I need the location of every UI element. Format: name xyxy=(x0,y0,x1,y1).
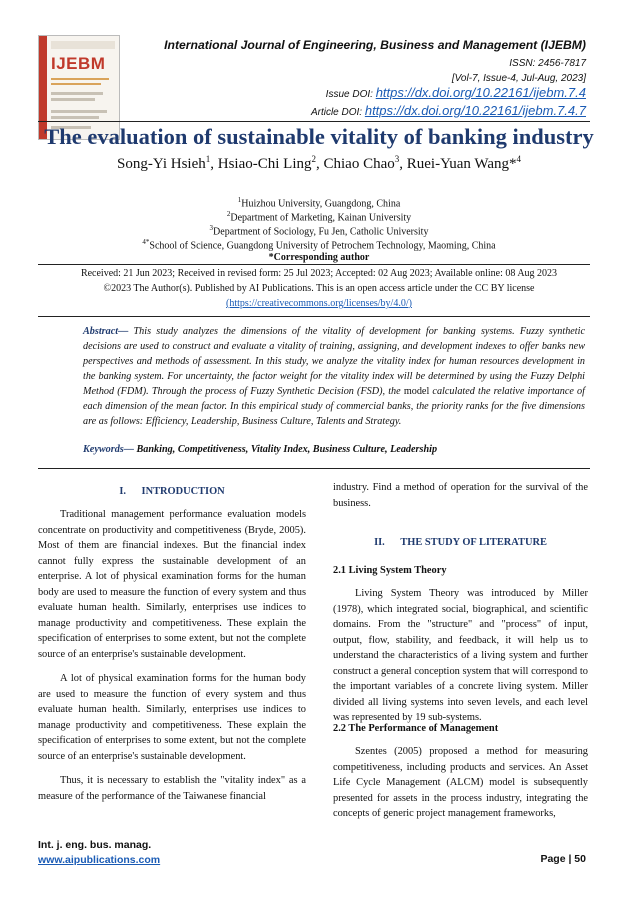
journal-abbreviation: Int. j. eng. bus. manag. xyxy=(38,839,152,851)
subsection-heading: 2.1 Living System Theory xyxy=(333,565,447,576)
keywords-label: Keywords— xyxy=(83,444,134,455)
page-number: Page | 50 xyxy=(540,853,586,865)
author-sup: 3 xyxy=(394,154,400,164)
footer-left xyxy=(38,838,160,868)
abstract: Abstract— This study analyzes the dimensions of the vitality of development for banking systems. Fuzzy synthetic decisions are used to construct and evaluate a vitality of training, assigning, and development indexes to offer banks new perspectives and methods of assessment. In this study, we analyze the vitality index for human resources development in the banking system. For uncertainty, the factor weight for the vitality index will be determined by using the Fuzzy Delphi Method (FDM). Through the process of Fuzzy Synthetic Decision (FSD), the model calculated the relative importance of each dimension of the mean factor. In this empirical study of commercial banks, the priority ranks for the five dimensions are as follows: Efficiency, Leadership, Business Culture, Talents and Strategy. xyxy=(83,326,585,427)
abstract-label: Abstract— xyxy=(83,326,129,337)
author-sup: 1 xyxy=(205,154,211,164)
issue-doi-link[interactable]: https://dx.doi.org/10.22161/ijebm.7.4 xyxy=(375,85,586,100)
affiliation: $^2$Department of Marketing, Kainan University xyxy=(226,210,412,224)
divider xyxy=(38,468,590,469)
author-list: Song-Yi Hsieh$^1$, Hsiao-Chi Ling$^2$, Chiao Chao$^3$, Ruei-Yuan Wang*$^4$ xyxy=(116,154,521,172)
article-doi xyxy=(311,103,586,120)
article-doi-link[interactable]: https://dx.doi.org/10.22161/ijebm.7.4.7 xyxy=(364,103,586,118)
paragraph: Thus, it is necessary to establish the "vitality index" as a measure of the performance of the Taiwanese financial xyxy=(38,775,306,802)
paragraph: Traditional management performance evaluation models concentrate on productivity and competitiveness (Bryde, 2005). Most of them are financial indexes. But the financial index cannot fully express the sustainable development of an enterprise. A lot of physical examination forms for the human body are used to measure the function of every system and thus evaluate human health. Similarly, enterprises use indices to manage productivity and competitiveness. These explain the specification of enterprises to some extent, but not the complete source of an enterprise's sustainable development. xyxy=(38,509,306,660)
author-name: Ruei-Yuan Wang* xyxy=(406,156,517,172)
section-heading-introduction: I. INTRODUCTION xyxy=(119,486,225,497)
author-sup: 4 xyxy=(516,154,521,164)
keywords xyxy=(83,444,585,455)
divider xyxy=(38,264,590,265)
journal-title: International Journal of Engineering, Business and Management (IJEBM) xyxy=(164,38,586,52)
right-column-top xyxy=(333,480,588,520)
paragraph: A lot of physical examination forms for the human body are used to measure the function of every system and thus evaluate human health. Similarly, enterprises use indices to manage productivity and competitiveness. These explain the specification of enterprises to some extent, but not the complete source of an enterprise's sustainable development. xyxy=(38,673,306,762)
divider xyxy=(38,316,590,317)
author-name: Song-Yi Hsieh xyxy=(116,156,206,172)
issue-doi-label: Issue DOI: xyxy=(325,89,376,100)
paper-title: The evaluation of sustainable vitality of banking industry xyxy=(44,124,594,149)
keywords-list: Banking, Competitiveness, Vitality Index, Business Culture, Leadership xyxy=(133,444,438,455)
right-column-body xyxy=(333,744,588,831)
corresponding-author: *Corresponding author xyxy=(268,252,370,263)
article-dates xyxy=(0,266,638,311)
left-column xyxy=(38,507,306,813)
paragraph: Living System Theory was introduced by Miller (1978), which integrated social, biographical, and scientific domains. From the "structure" and "process" of input, output, flow, stability, and feedback, it will help us to understand the characteristics of a living system and further construct a general conception system that will correspond to the important variables of a concrete living system. Miller divided all living systems into seven levels, and each level was represented by 19 sub-systems. xyxy=(333,588,588,723)
copyright-line: ©2023 The Author(s). Published by AI Publications. This is an open access article under the CC BY license xyxy=(103,283,535,294)
right-column-body xyxy=(333,586,588,735)
paragraph: industry. Find a method of operation for the survival of the business. xyxy=(333,482,588,509)
affiliation: $^1$Huizhou University, Guangdong, China xyxy=(237,196,401,210)
issn: ISSN: 2456-7817 xyxy=(509,58,586,69)
affiliation: $^3$Department of Sociology, Fu Jen, Catholic University xyxy=(209,224,429,238)
subsection-heading: 2.2 The Performance of Management xyxy=(333,723,499,734)
author-name: Hsiao-Chi Ling xyxy=(217,156,312,172)
section-heading-literature: II. THE STUDY OF LITERATURE xyxy=(374,537,547,548)
article-doi-label: Article DOI: xyxy=(310,107,365,118)
license-link[interactable]: (https://creativecommons.org/licenses/by/4.0/) xyxy=(226,298,412,309)
author-sup: 2 xyxy=(311,154,316,164)
issue-doi xyxy=(326,85,586,102)
dates-line: Received: 21 Jun 2023; Received in revised form: 25 Jul 2023; Accepted: 02 Aug 2023; Available online: 08 Aug 2023 xyxy=(80,268,558,279)
paragraph: Szentes (2005) proposed a method for measuring competitiveness, including products and services. An Asset Life Cycle Management (ALCM) model is subsequently presented for assets in the process industry, integrating the concepts of generic project management frameworks, xyxy=(333,746,588,819)
volume-info: [Vol-7, Issue-4, Jul-Aug, 2023] xyxy=(451,73,586,84)
header-rule xyxy=(38,121,590,122)
affiliation: $^{4*}$School of Science, Guangdong University of Petrochem Technology, Maoming, China xyxy=(142,238,496,252)
author-name: Chiao Chao xyxy=(323,156,395,172)
website-link[interactable]: www.aipublications.com xyxy=(38,854,161,866)
cover-title: IJEBM xyxy=(51,54,106,73)
